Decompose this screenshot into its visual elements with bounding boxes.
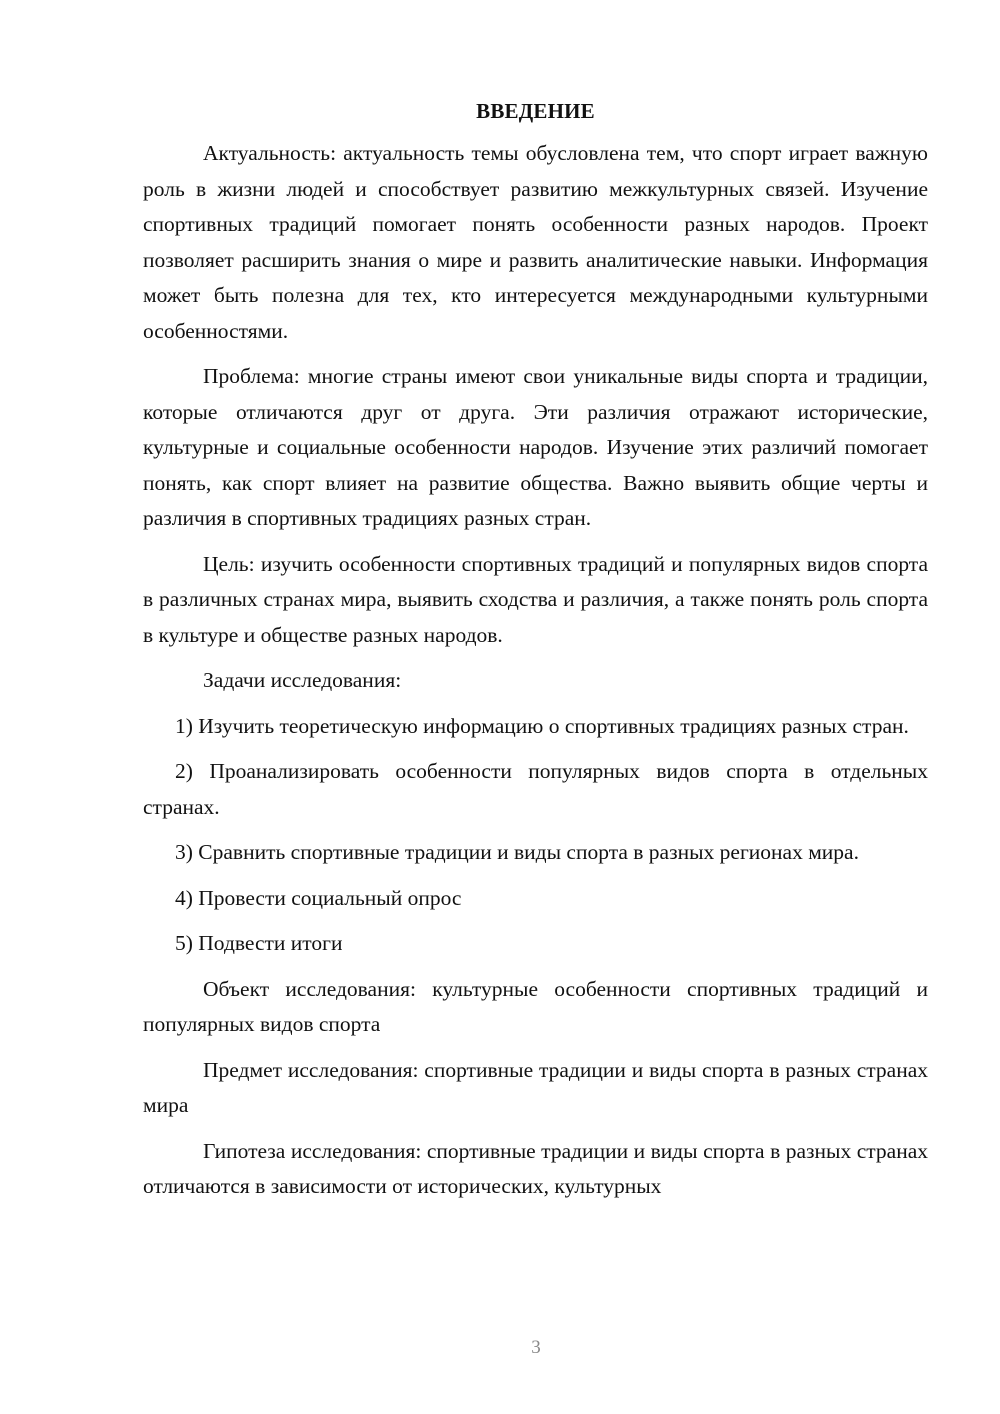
hypothesis-paragraph: Гипотеза исследования: спортивные традиции и виды спорта в разных странах отличаются в зависимости от исторических, культурных <box>143 1138 928 1198</box>
tasks-heading: Задачи исследования: <box>203 668 402 692</box>
task-item-5: 5) Подвести итоги <box>175 931 343 955</box>
task-item-1: 1) Изучить теоретическую информацию о спортивных традициях разных стран. <box>175 713 909 738</box>
task-item-4: 4) Провести социальный опрос <box>175 885 462 910</box>
subject-paragraph: Предмет исследования: спортивные традиции и виды спорта в разных странах мира <box>143 1057 928 1117</box>
task-item-3: 3) Сравнить спортивные традиции и виды спорта в разных регионах мира. <box>175 840 859 864</box>
object-paragraph: Объект исследования: культурные особенности спортивных традиций и популярных видов спорта <box>143 976 928 1036</box>
page-number: 3 <box>531 1337 541 1358</box>
goal-paragraph: Цель: изучить особенности спортивных традиций и популярных видов спорта в различных странах мира, выявить сходства и различия, а также понять роль спорта в культуре и обществе разных народов. <box>143 551 928 647</box>
task-item-2: 2) Проанализировать особенности популярных видов спорта в отдельных странах. <box>143 759 928 819</box>
problem-paragraph: Проблема: многие страны имеют свои уникальные виды спорта и традиции, которые отличаются друг от друга. Эти различия отражают исторические, культурные и социальные особенности народов. Изучение этих различий помогает понять, как спорт влияет на развитие общества. Важно выявить общие черты и различия в спортивных традициях разных стран. <box>143 364 928 530</box>
section-title: ВВЕДЕНИЕ <box>476 99 595 123</box>
page-content <box>143 96 928 1215</box>
relevance-paragraph: Актуальность: актуальность темы обусловлена тем, что спорт играет важную роль в жизни людей и способствует развитию межкультурных связей. Изучение спортивных традиций помогает понять особенности разных народов. Проект позволяет расширить знания о мире и развить аналитические навыки. Информация может быть полезна для тех, кто интересуется международными культурными особенностями. <box>143 141 928 343</box>
